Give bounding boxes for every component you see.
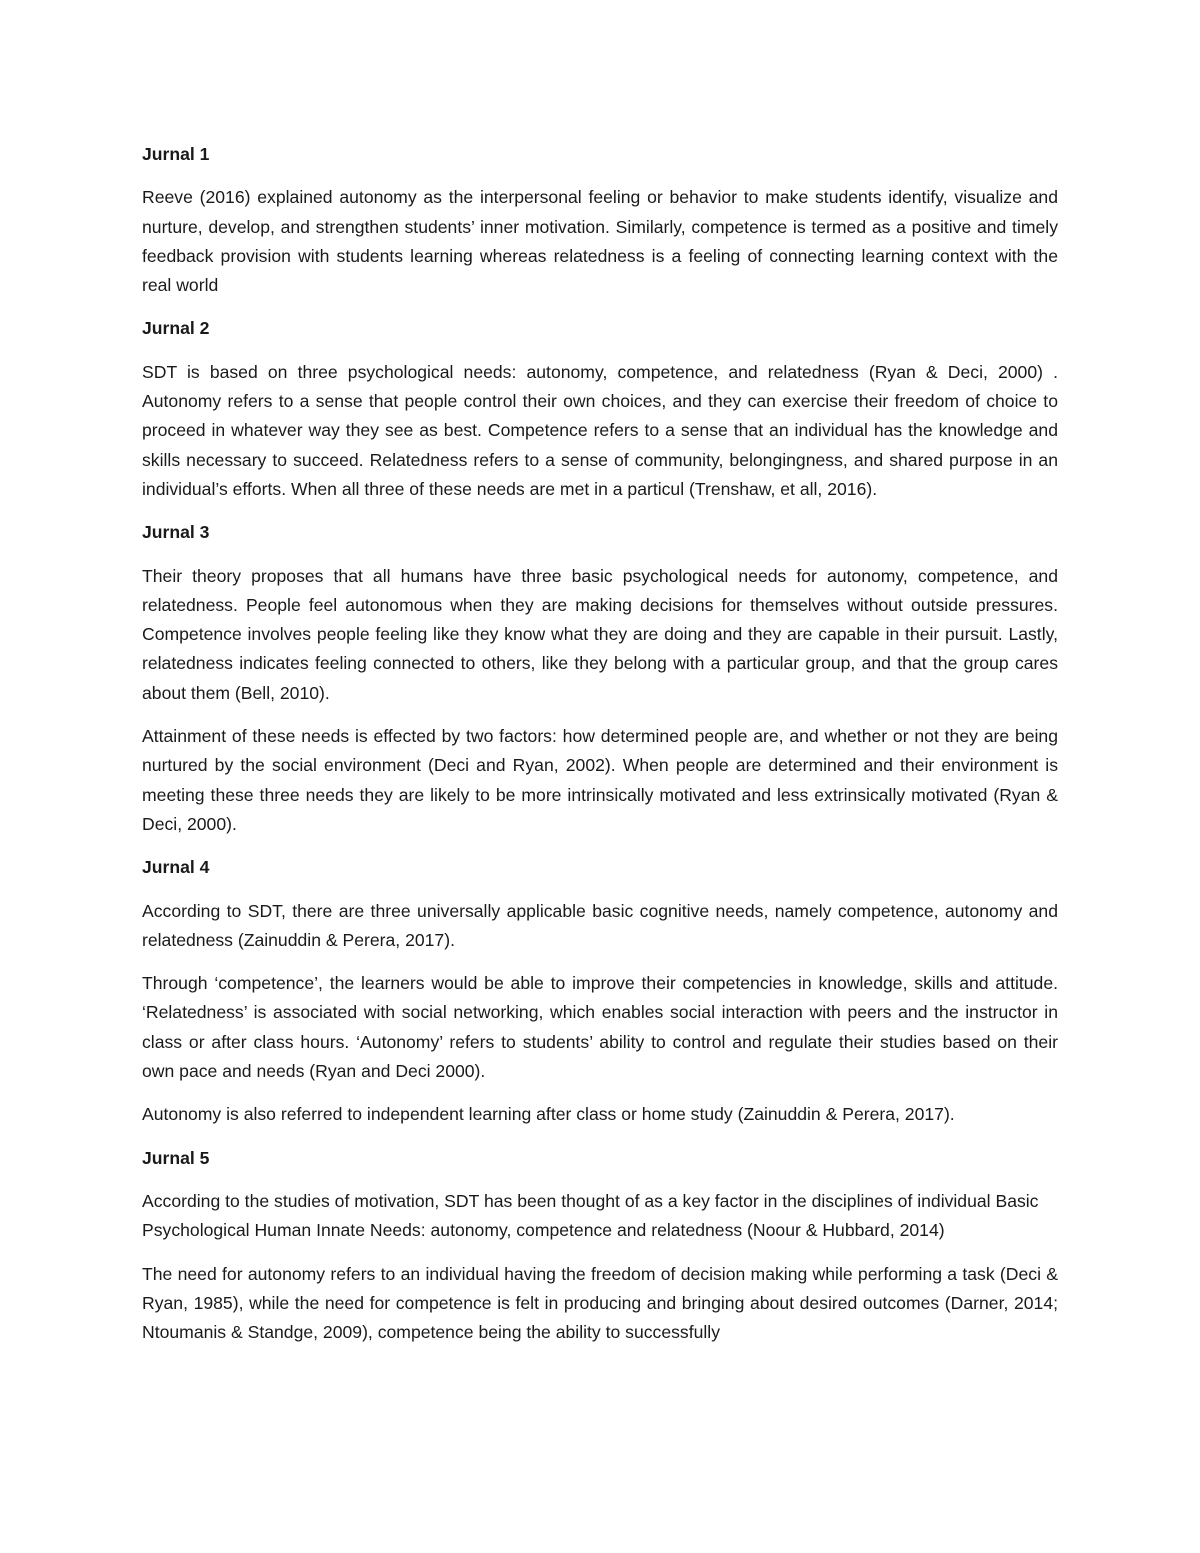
section-heading-jurnal-5: Jurnal 5 (142, 1147, 210, 1168)
document-page (142, 140, 1058, 1361)
section-paragraph: Attainment of these needs is effected by two factors: how determined people are, and whether or not they are being nurtured by the social environment (Deci and Ryan, 2002). When people are determined and their environment is meeting these three needs they are likely to be more intrinsically motivated and less extrinsically motivated (Ryan & Deci, 2000). (142, 726, 1058, 834)
section-paragraph: Their theory proposes that all humans have three basic psychological needs for autonomy, competence, and relatedness. People feel autonomous when they are making decisions for themselves without outside pressures. Competence involves people feeling like they know what they are doing and they are capable in their pursuit. Lastly, relatedness indicates feeling connected to others, like they belong with a particular group, and that the group cares about them (Bell, 2010). (142, 565, 1058, 703)
section-heading-jurnal-4: Jurnal 4 (142, 857, 210, 878)
section-paragraph: SDT is based on three psychological needs: autonomy, competence, and relatedness (Ryan & Deci, 2000) . Autonomy refers to a sense that people control their own choices, and they can exercise their freedom of choice to proceed in whatever way they see as best. Competence refers to a sense that an individual has the knowledge and skills necessary to succeed. Relatedness refers to a sense of community, belongingness, and shared purpose in an individual’s efforts. When all three of these needs are met in a particul (Trenshaw, et all, 2016). (142, 361, 1058, 499)
section-paragraph: The need for autonomy refers to an individual having the freedom of decision making while performing a task (Deci & Ryan, 1985), while the need for competence is felt in producing and bringing about desired outcomes (Darner, 2014; Ntoumanis & Standge, 2009), competence being the ability to successfully (142, 1263, 1058, 1343)
section-paragraph: According to the studies of motivation, SDT has been thought of as a key factor in the disciplines of individual Basic Psychological Human Innate Needs: autonomy, competence and relatedness (Noour & Hubbard, 2014) (142, 1190, 1039, 1241)
section-paragraph: Through ‘competence’, the learners would be able to improve their competencies in knowledge, skills and attitude. ‘Relatedness’ is associated with social networking, which enables social interaction with peers and the instructor in class or after class hours. ‘Autonomy’ refers to students’ ability to control and regulate their studies based on their own pace and needs (Ryan and Deci 2000). (142, 973, 1058, 1082)
section-heading-jurnal-3: Jurnal 3 (142, 522, 210, 543)
section-paragraph: Reeve (2016) explained autonomy as the interpersonal feeling or behavior to make students identify, visualize and nurture, develop, and strengthen students’ inner motivation. Similarly, competence is termed as a positive and timely feedback provision with students learning whereas relatedness is a feeling of connecting learning context with the real world (142, 187, 1058, 296)
section-heading-jurnal-2: Jurnal 2 (142, 318, 210, 339)
section-heading-jurnal-1: Jurnal 1 (142, 144, 210, 164)
section-paragraph: According to SDT, there are three universally applicable basic cognitive needs, namely competence, autonomy and relatedness (Zainuddin & Perera, 2017). (142, 900, 1058, 950)
section-paragraph: Autonomy is also referred to independent learning after class or home study (Zainuddin & Perera, 2017). (142, 1104, 955, 1125)
